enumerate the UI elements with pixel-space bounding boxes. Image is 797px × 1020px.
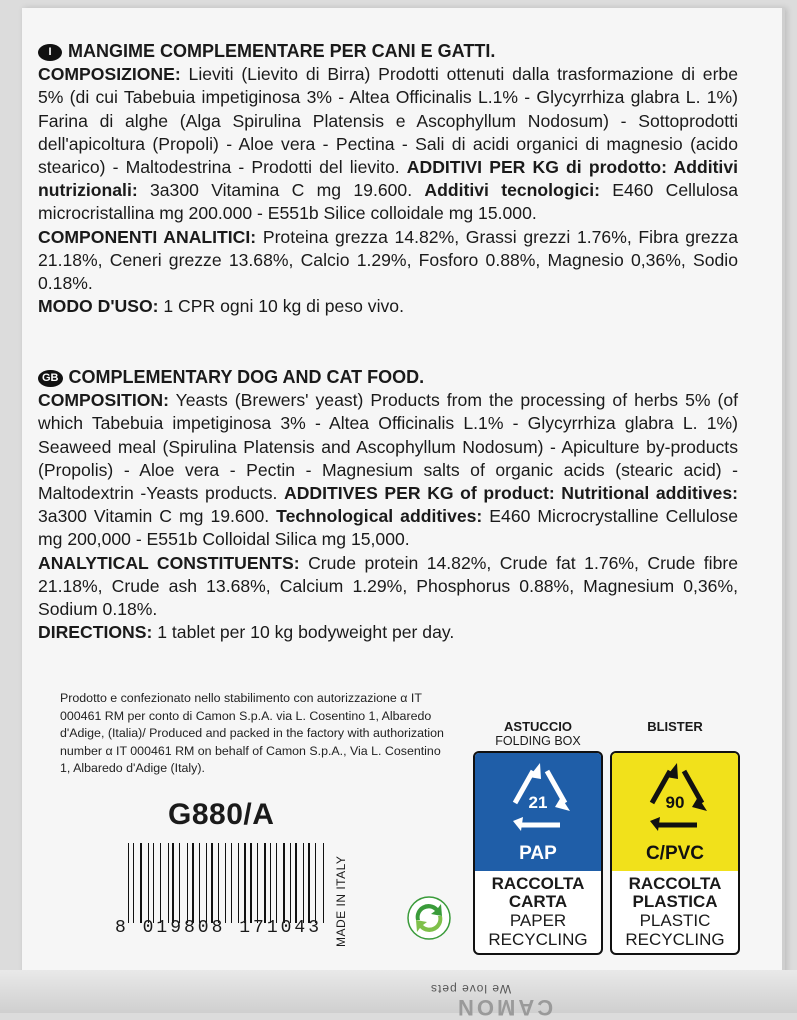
barcode-bar [295,843,296,923]
barcode-bar [315,843,316,923]
italian-title [38,40,738,63]
barcode-bar [172,843,173,923]
barcode-bar [179,843,180,923]
barcode-bar [299,843,300,923]
composition-label: COMPOSIZIONE: [38,64,181,85]
barcode-bar [137,843,138,923]
english-analytic [38,552,738,622]
barcode-bar [260,843,261,923]
barcode-bar [211,843,212,923]
english-title [38,366,738,389]
directions-label: DIRECTIONS: [38,622,153,643]
barcode-bar [267,843,268,923]
italian-label-block [38,40,738,318]
barcode-bar [238,843,239,923]
recycling-code: 90 [665,793,685,812]
barcode-bar [157,843,158,923]
tech-additives-text: E460 Microcrystalline Cellulose mg 200,000 - E551b Colloidal Silica mg 15,000. [38,506,739,550]
barcode-bar [148,843,149,923]
italian-composition [38,63,738,225]
additives-text: 3a300 Vitamina C mg 19.600. [137,180,425,201]
barcode-bar [128,843,129,923]
barcode-bar [231,843,232,923]
barcode-bar [283,843,285,923]
barcode-bar [244,843,245,923]
recycling-sublabel: FOLDING BOX [495,734,581,748]
barcode-bar [160,843,161,923]
recycling-material: PAP [519,843,557,864]
barcode-bar [323,843,324,923]
english-title-text: COMPLEMENTARY DOG AND CAT FOOD. [68,367,425,387]
italian-title-text: MANGIME COMPLEMENTARE PER CANI E GATTI. [68,41,496,61]
recycling-material: C/PVC [645,843,705,864]
recycling-code: 21 [528,793,548,812]
barcode-bar [170,843,171,923]
barcode-bar [192,843,194,923]
use-text: 1 CPR ogni 10 kg di peso vivo. [158,296,404,317]
barcode-bar [216,843,217,923]
barcode-bar [250,843,252,923]
analytic-label: COMPONENTI ANALITICI: [38,226,257,247]
additives-label: ADDITIVI PER KG di prodotto: Additivi nutrizionali: [38,157,738,201]
additives-text: 3a300 Vitamin C mg 19.600. [38,506,277,527]
barcode-bar [199,843,200,923]
tech-additives-text: E460 Cellulosa microcristallina mg 200.000 - E551b Silice colloidale mg 15.000. [38,180,739,224]
barcode-bar [131,843,132,923]
barcode-bar [202,843,203,923]
barcode-bar [153,843,154,923]
producer-note: Prodotto e confezionato nello stabilimento con autorizzazione α IT 000461 RM per conto di Camon S.p.A. via L. Cosentino 1, Albaredo d'Adige, (Italia)/ Produced and packed in the factory with authorization number α IT 000461 RM on behalf of Camon S.p.A., Via L. Cosentino 1, Albaredo d'Adige (Italy). [60,691,444,776]
barcode-bar [293,843,294,923]
barcode-bar [235,843,236,923]
barcode-bar [163,843,165,923]
composition-label: COMPOSITION: [38,390,169,411]
barcode-bar [255,843,256,923]
recycling-blister [610,720,740,955]
recycling-sublabel [610,734,740,748]
barcode-bar [182,843,183,923]
bottom-flap [0,970,797,1013]
barcode-bar [257,843,258,923]
gb-badge: GB [38,370,63,387]
barcode-bar [133,843,134,923]
barcode-bar [168,843,169,923]
barcode-bar [189,843,190,923]
barcode [128,843,328,923]
barcode-bar [276,843,277,923]
analytic-text: Proteina grezza 14.82%, Grassi grezzi 1.76%, Fibra grezza 21.18%, Ceneri grezze 13.68%, Calcio 1.29%, Fosforo 0.88%, Magnesio 0,36%, Sodio 0.18%. [38,226,738,294]
flap-brand-logo: CAMON [455,995,554,1020]
recycling-card [610,751,740,955]
barcode-bar [303,843,304,923]
italy-badge: I [38,44,62,61]
barcode-bar [264,843,265,923]
barcode-bar [318,843,319,923]
barcode-bar [225,843,226,923]
barcode-bar [144,843,145,923]
barcode-bar [187,843,188,923]
barcode-bar [247,843,248,923]
composition-text: Lieviti (Lievito di Birra) Prodotti ottenuti dalla trasformazione di erbe 5% (di cui Tabebuia impetiginosa 3% - Altea Officinalis L.1% - Glycyrrhiza glabra L. 1%) Farina di alghe (Alga Spirulina Platensis e Ascophyllum Nodosum) - Sottoprodotti dell'apicoltura (Propoli) - Aloe vera - Pectina - Sali di acidi organici di magnesio (acido stearico) - Maltodestrina - Prodotti del lievito. [38,64,738,178]
barcode-bar [290,843,291,923]
flap-tagline: We love pets [430,982,512,996]
directions-text: 1 tablet per 10 kg bodyweight per day. [152,622,455,643]
recycling-label: ASTUCCIO [504,719,572,734]
recycling-collection-it: RACCOLTA CARTA [491,874,585,911]
recycling-tile [475,753,601,871]
barcode-bar [313,843,314,923]
use-label: MODO D'USO: [38,296,159,317]
recycling-folding-box [473,720,603,955]
barcode-bar [221,843,222,923]
barcode-bar [324,843,325,923]
recycling-tile [612,753,738,871]
italian-analytic [38,226,738,296]
analytic-label: ANALYTICAL CONSTITUENTS: [38,552,300,573]
english-label-block [38,366,738,644]
barcode-number: 8 019808 171043 [115,918,323,938]
recycling-collection-en: PAPER RECYCLING [488,911,588,949]
barcode-bar [308,843,310,923]
made-in-label: MADE IN ITALY [334,855,348,947]
italian-use [38,295,738,318]
barcode-bar [279,843,280,923]
barcode-bar [305,843,306,923]
recycling-label: BLISTER [647,719,703,734]
barcode-bar [286,843,287,923]
barcode-bar [227,843,229,923]
product-code: G880/A [168,798,275,831]
english-directions [38,621,738,644]
barcode-bar [150,843,151,923]
additives-label: ADDITIVES PER KG of product: Nutritional additives: [284,483,738,504]
recycling-collection-it: RACCOLTA PLASTICA [628,874,722,911]
barcode-bar [241,843,242,923]
barcode-bar [206,843,207,923]
english-composition [38,389,738,551]
green-dot-icon [406,895,452,941]
analytic-text: Crude protein 14.82%, Crude fat 1.76%, Crude fibre 21.18%, Crude ash 13.68%, Calcium 1.29%, Phosphorus 0.88%, Magnesium 0,36%, Sodium 0.18%. [38,552,738,620]
composition-text: Yeasts (Brewers' yeast) Products from the processing of herbs 5% (of which Tabebuia impetiginosa 3% - Altea Officinalis L.1% - Glycyrrhiza glabra L. 1%) Seaweed meal (Spirulina Platensis and Ascophyllum Nodosum) - Apiculture by-products (Propolis) - Aloe vera - Pectin - Magnesium salts of organic acids (stearic acid) - Maltodextrin -Yeasts products. [38,390,738,504]
barcode-bar [208,843,209,923]
tech-additives-label: Technological additives: [276,506,483,527]
recycling-card [473,751,603,955]
barcode-bar [177,843,178,923]
tech-additives-label: Additivi tecnologici: [424,180,600,201]
barcode-bar [274,843,275,923]
barcode-bar [197,843,198,923]
barcode-bar [140,843,142,923]
barcode-bar [218,843,219,923]
recycling-collection-en: PLASTIC RECYCLING [625,911,725,949]
barcode-bar [270,843,271,923]
